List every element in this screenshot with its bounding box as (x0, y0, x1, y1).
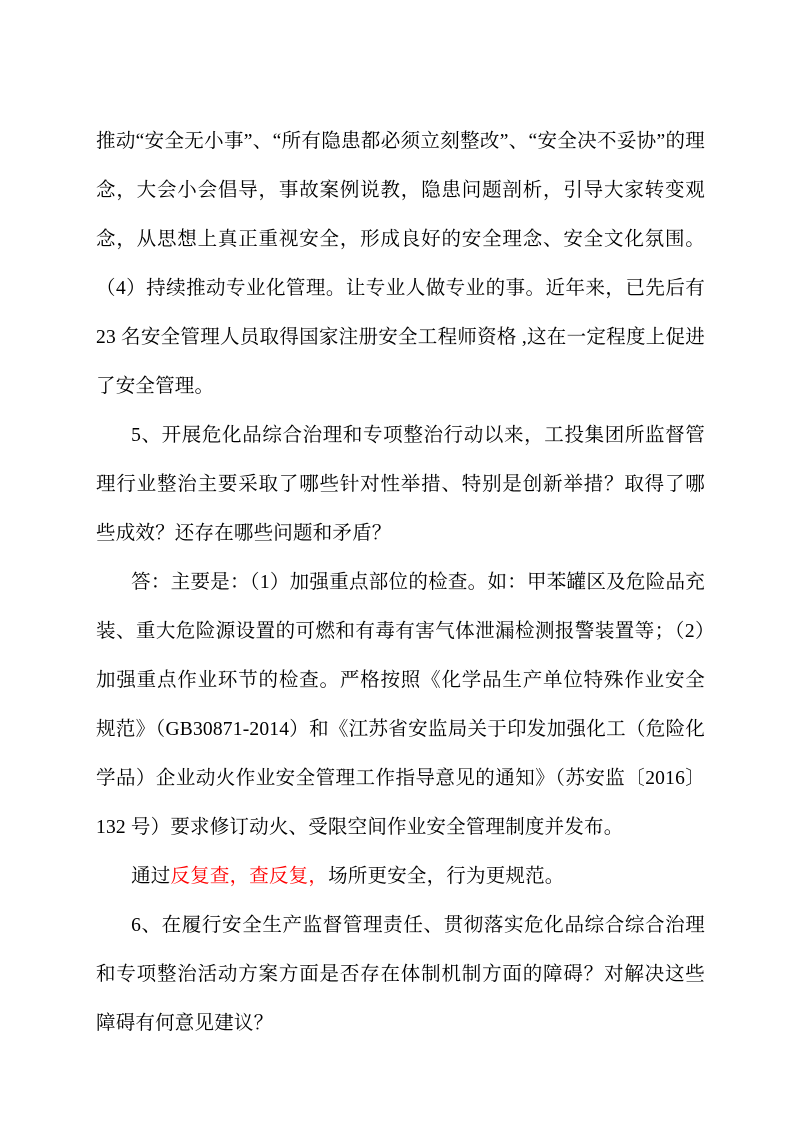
paragraph-answer-5 (96, 558, 705, 852)
paragraph-text: 通过 (131, 866, 171, 887)
paragraph-question-6 (96, 901, 705, 1048)
paragraph-question-5 (96, 411, 705, 558)
paragraph-text: 答：主要是：（1）加强重点部位的检查。如：甲苯罐区及危险品充装、重大危险源设置的可燃和有毒有害气体泄漏检测报警装置等；（2）加强重点作业环节的检查。严格按照《化学品生产单位特殊作业安全规范》（GB30871-2014）和《江苏省安监局关于印发加强化工（危险化学品）企业动火作业安全管理工作指导意见的通知》（苏安监〔2016〕132 号）要求修订动火、受限空间作业安全管理制度并发布。 (96, 572, 705, 838)
paragraph-safety-culture-continuation (96, 117, 705, 411)
paragraph-text: 场所更安全，行为更规范。 (328, 866, 565, 887)
paragraph-text: 6、在履行安全生产监督管理责任、贯彻落实危化品综合综合治理和专项整治活动方案方面是否存在体制机制方面的障碍？对解决这些障碍有何意见建议？ (96, 915, 705, 1034)
highlighted-red-text: 反复查，查反复， (170, 866, 329, 887)
paragraph-conclusion-repeated-checks (96, 852, 705, 901)
paragraph-text: 推动“安全无小事”、“所有隐患都必须立刻整改”、“安全决不妥协”的理念，大会小会倡导，事故案例说教，隐患问题剖析，引导大家转变观念，从思想上真正重视安全，形成良好的安全理念、安全文化氛围。（4）持续推动专业化管理。让专业人做专业的事。近年来，已先后有 23 名安全管理人员取得国家注册安全工程师资格 ,这在一定程度上促进了安全管理。 (96, 131, 705, 397)
paragraph-text: 5、开展危化品综合治理和专项整治行动以来，工投集团所监督管理行业整治主要采取了哪些针对性举措、特别是创新举措？取得了哪些成效？还存在哪些问题和矛盾？ (96, 425, 705, 544)
